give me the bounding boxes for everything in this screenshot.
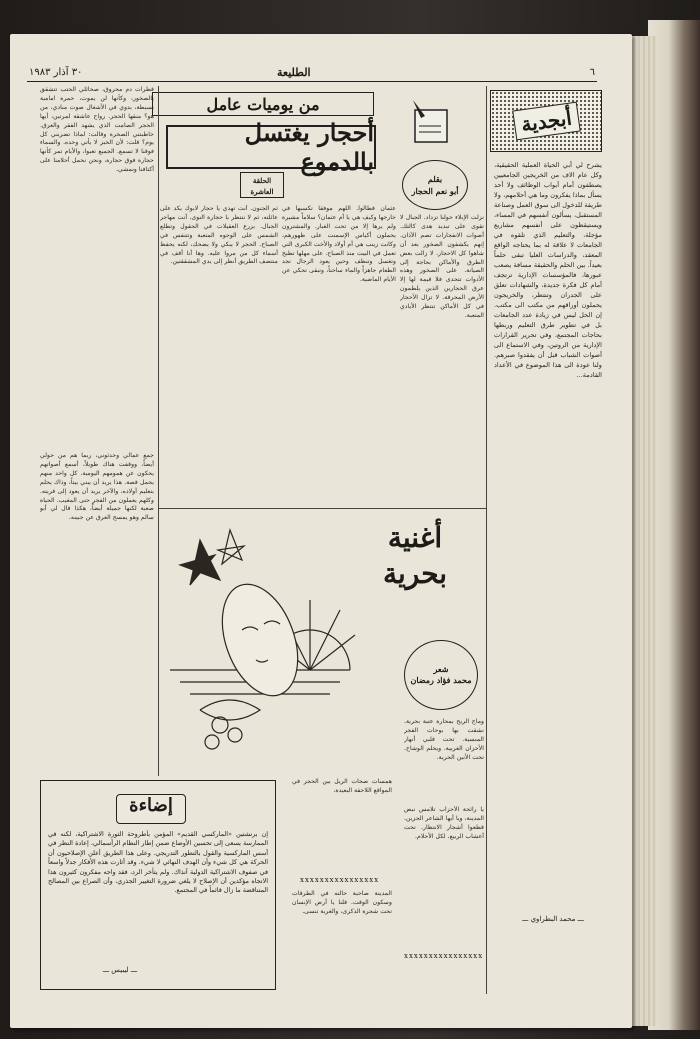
pen-paper-icon [405, 96, 459, 148]
abjadiya-text: يشرح لي أبي الحياة العملية الحقيقية، وكل عام الاف من الخريجين الجامعيين يصطفون أمام أبواب الوظائف ولا أحد يسأل بماذا يفكرون وما هي أحلامهم، ولا طريقة للدخول الى سوق العمل وصناعة المستقبل، يسألون أنفسهم في المساء، ويستيقظون على أنفسهم مشاريع مؤجلة، والتعليم الذي تلقوه في الجامعات لا علاقة له بما يحتاجه الواقع المعقد، والدراسات العليا تبقى حلماً بعيداً. بين الحلم والحقيقة مسافة يصعب عبورها، فالمؤسسات الإدارية ترتجف أمام كل فكرة جديدة، والشهادات تعلق على الجدران وتنتظر، والخريجون يحملون أوراقهم من مكتب الى مكتب. إن الحل ليس في زيادة عدد الجامعات بل في تطوير طرق التعليم وربطها بحاجات المجتمع، وفي تحرير القرارات الإدارية من الروتين، وفي الاستماع الى أصوات الشباب قبل أن يفقدوا صبرهم. ولنا عودة الى هذا الموضوع في الأعداد القادمة... [494, 161, 602, 379]
issue-date: ٣٠ آذار ١٩٨٣ [29, 67, 83, 78]
page-number: ٦ [589, 67, 595, 78]
mask-sun-illustration [160, 520, 360, 770]
column-rule [158, 86, 159, 776]
idaa-text: إن برنشتين «الماركسي القديم» المؤمن بأطروحة الثورة الاشتراكية، لكنه في الممارسة يسعى إلى تحسين الأوضاع ضمن إطار النظام الرأسمالي، إعادة النظر في أسس الماركسية والقول بالتطور التدريجي. وعلى هذا الطريق أعلن الإصلاحيون أن الحركة هي كل شيء وأن الهدف النهائي لا شيء. وقد أثارت هذه الأفكار جدلاً واسعاً في صفوف الاشتراكية الدولية آنذاك. ولم يتأخر الرد، فقد واجه مفكرون كثيرون هذا الاتجاه مؤكدين أن الإصلاح لا يلغي ضرورة التغيير الجذري، وأن الصراع بين المصالح المتناقضة ما زال قائماً في المجتمع. [48, 830, 268, 895]
episode-label [240, 172, 284, 198]
article-text-4: قطرات دم محروق، صحائلي الحتب تتشقق بالصخور، وكأنها لن يموت، حمرة امامية بسيطة، بدوي في الأشغال صوت منادي، من هو؟ منقها الحجر. رواح عاشقة لمرتين، أيها الحجر الصامت الذي يشهد الفقر والعرق. خاطبتني الصخرة وقالت: لماذا تضربني كل يوم؟ قلت: لأن الخبز لا يأتي وحده. والسماء فوقنا لا تسمع. الجميع تعبوا، والأيام تمر كأنها حجارة فوق حجارة، ونحن نحمل أحلامنا على أكتافنا ونمشي. [40, 86, 154, 174]
section-rule [158, 508, 486, 509]
poem-verse-4-text: يا رائحة الأحزاب تلامس نبض المدينة، ويا أيها الشاعر الحزين. قطعوا أشجار الانتظار. تحت أعشاب الربيع. لكل الأحلام. [404, 806, 484, 840]
poem-verse-2-text: همسات صحات الريل بين الحجر في المواقع اللاحقة البعيدة. [292, 778, 392, 794]
byline-name: أبو نعم الحجار [411, 186, 459, 196]
article-text-5: جمع عمالي وحدثوني، ربما هم من حولي أيضاً، ووقفت هناك طويلاً، أسمع أصواتهم يحكون عن همومهم اليومية. كل واحد منهم يحمل قصة. هذا يريد أن يبني بيتاً، وذاك يحلم بتعليم أولاده، والآخر يريد أن يعود إلى قريته. وكلهم يعملون من الفجر حتى المغيب. الحياة صعبة لكنها جميلة أيضاً، هكذا قال لي أبو سالم وهو يمسح العرق عن جبينه. [40, 452, 154, 522]
poem-verse-1 [404, 718, 484, 790]
poem-verse-2 [292, 778, 392, 848]
series-title: من يوميات عامل [152, 92, 374, 116]
byline-prefix: بقلم [427, 174, 443, 184]
poem-separator: xxxxxxxxxxxxxxxx [300, 876, 380, 884]
poem-verse-3-text: المدينة صاحبة حالته في الطرقات وسكون الوقت. قلنا يا أرض الإنسان تحت شجرة الذكرى، والغربة تنسى. [292, 890, 392, 915]
page-header [27, 66, 597, 82]
article-column-4-bottom [40, 452, 154, 768]
article-headline: أحجار يغتسل بالدموع [166, 125, 376, 169]
article-column-4-top [40, 86, 154, 446]
article-text-2: عثمان قطالوا. اللهم موفقاً تكسبها في خارجها وكيف هي يا أم عثمان؟ سلاماً مشيرة ولم يرها إلا من تحت الغبار. والمشترون يحملون أكياس الإسمنت على ظهورهم، وكانت زينب هي أم أولاد والأخت الكبرى التي تعمل في البيت منذ الصباح. على مهلها تطبخ وتغسل وتنظف وحين يعود الرجال تجد الطعام جاهزاً والماء ساخناً، وتبقى تحكي عن الأيام الماضية. [282, 205, 396, 284]
column-rule [486, 86, 487, 994]
poem-verse-4 [404, 806, 484, 936]
newspaper-name: الطليعة [277, 66, 311, 79]
poem-title-line-2: بحرية [382, 557, 448, 590]
abjadiya-signature: ـــ محمد البطراوي ـــ [522, 915, 584, 923]
episode-word: الحلقة [252, 176, 272, 185]
abjadiya-title: أبجدية [512, 102, 580, 141]
abjadiya-body [494, 160, 602, 902]
poem-title [350, 520, 480, 600]
article-column-3 [160, 205, 278, 505]
poem-verse-3 [292, 890, 392, 950]
episode-number: العاشرة [250, 187, 274, 196]
article-text-3: ثم الجنون. أنت تهدي يا حجار لابوك يكد على عائلته، ثم لا ننتظر يا حجارة النوى. أنت مهاجر الجبال. يزرع العقيلات في الحقول وتطلع الشمس على الوجوه المتعبة وتتنفس في الصباح. الحجر لا يبكي ولا يضحك، لكنه يحفظ أسماء كل من مروا عليه. وها أنا أقف في منتصف الطريق أنظر إلى يدي المشققتين. [160, 205, 278, 266]
idaa-signature: ـــ ليبيس ـــ [102, 966, 138, 974]
poem-verse-1-text: وماج الريح بمحارة عتبة بحرية. نشقت بها بوحات الفجر المنسية. تحت قلبي أنهار الأحزان الغربية. ويحلم الوشاح. تحت الأنين الحرية. [404, 718, 484, 761]
poem-title-line-1: أغنية [387, 521, 443, 554]
poem-separator-2: xxxxxxxxxxxxxxxx [404, 952, 484, 960]
poet-label: شعر [433, 664, 449, 674]
poet-name: محمد فؤاد رمضان [410, 675, 472, 685]
byline-oval [402, 160, 468, 210]
abjadiya-masthead [490, 90, 602, 152]
idaa-title: إضاءة [116, 794, 186, 824]
article-column-1 [400, 214, 484, 500]
article-text-1: نزلت الإبلاء حولنا تزداد. الجبال لا تقوى على تبديد هدى كالتك. أصوات الانفجارات تصم الآذان. إنهم يكشفون الصخور بعد أن شاهوا كل الاحجار. لا زالت بعض الطرق والأماكن بحاجة إلى الصيانة. على الصخور وهذه الأدوات تتحدى فلا قيمة لها إلا عرق الحجارين الذين يلطمون الأرض المحرقة. لا تزال الأحجار في كل الأماكن تنتظر الأيادي المتعبة. [400, 214, 484, 319]
article-column-2 [282, 205, 396, 500]
poet-oval [404, 640, 478, 710]
idaa-body [48, 830, 268, 958]
